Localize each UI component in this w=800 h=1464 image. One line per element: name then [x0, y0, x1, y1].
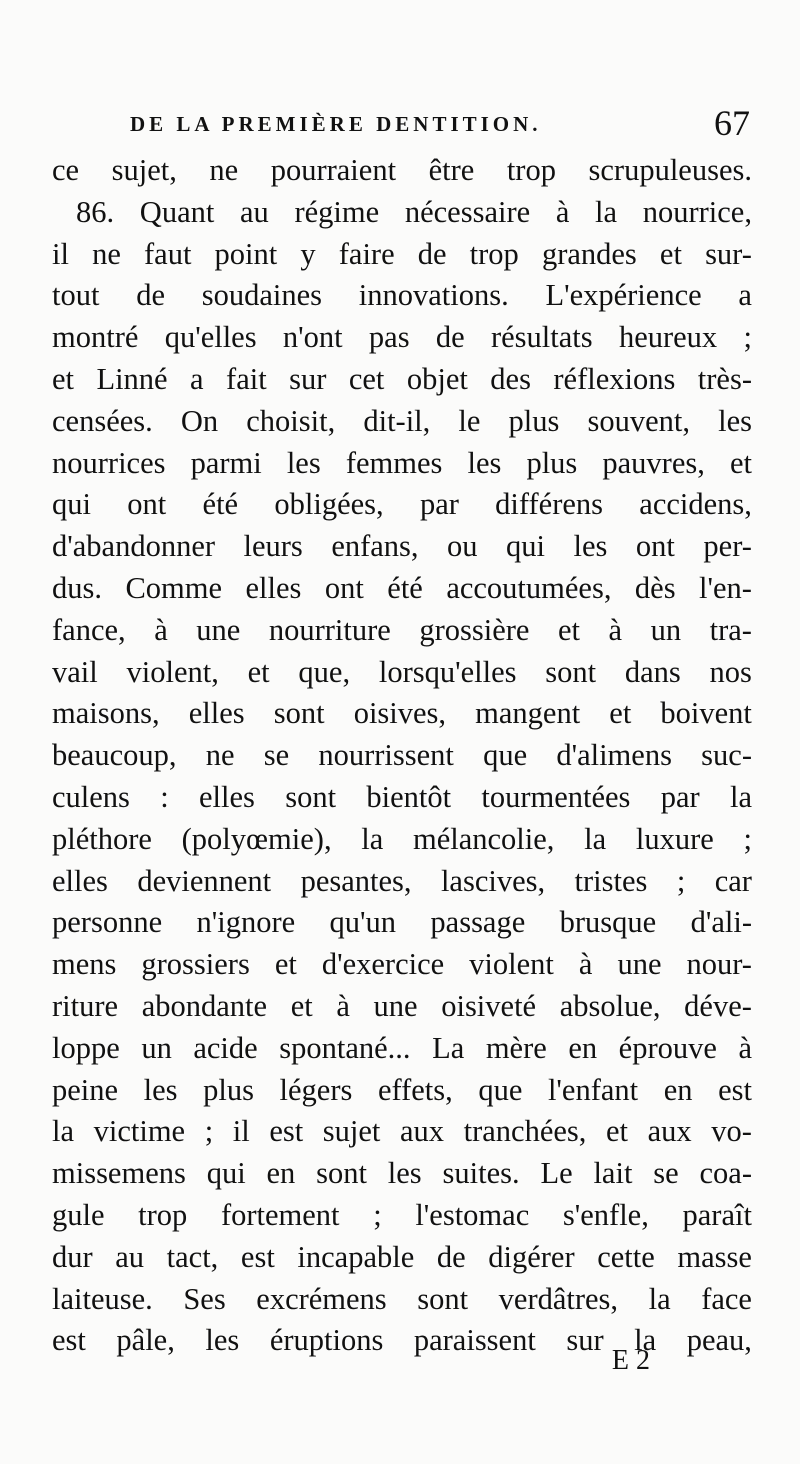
text-line: est pâle, les éruptions paraissent sur la peau,: [52, 1323, 752, 1358]
text-line: culens : elles sont bientôt tourmentées par la: [52, 779, 752, 814]
text-line: loppe un acide spontané... La mère en éprouve à: [52, 1030, 752, 1065]
text-line: mens grossiers et d'exercice violent à une nour-: [52, 947, 752, 982]
text-line: elles deviennent pesantes, lascives, tristes ; car: [52, 863, 752, 898]
text-line: fance, à une nourriture grossière et à un tra-: [52, 612, 752, 647]
text-line: pléthore (polyœmie), la mélancolie, la luxure ;: [52, 821, 752, 856]
text-line: tout de soudaines innovations. L'expérience a: [52, 278, 752, 313]
text-line: qui ont été obligées, par différens accidens,: [52, 487, 752, 522]
text-line: la victime ; il est sujet aux tranchées, et aux vo-: [52, 1114, 752, 1149]
text-line: gule trop fortement ; l'estomac s'enfle, paraît: [52, 1197, 752, 1232]
text-line: montré qu'elles n'ont pas de résultats heureux ;: [52, 320, 752, 355]
page-number: 67: [714, 103, 750, 143]
page-header: [130, 103, 750, 148]
catchword: E 2: [611, 1345, 650, 1376]
text-line: ce sujet, ne pourraient être trop scrupuleuses.: [52, 153, 752, 187]
text-line: riture abondante et à une oisiveté absolue, déve-: [52, 988, 752, 1023]
text-line: censées. On choisit, dit-il, le plus souvent, les: [52, 403, 752, 438]
text-line: dur au tact, est incapable de digérer cette masse: [52, 1239, 752, 1274]
text-line: peine les plus légers effets, que l'enfant en est: [52, 1072, 752, 1107]
text-line: il ne faut point y faire de trop grandes et sur-: [52, 236, 752, 271]
body-text: [52, 150, 752, 1362]
text-line: 86. Quant au régime nécessaire à la nourrice,: [76, 194, 752, 229]
text-line: personne n'ignore qu'un passage brusque d'ali-: [52, 905, 752, 940]
text-line: dus. Comme elles ont été accoutumées, dès l'en-: [52, 570, 752, 605]
running-title: DE LA PREMIÈRE DENTITION.: [130, 112, 542, 136]
text-line: et Linné a fait sur cet objet des réflexions très-: [52, 361, 752, 396]
text-line: beaucoup, ne se nourrissent que d'alimens suc-: [52, 738, 752, 773]
text-line: vail violent, et que, lorsqu'elles sont dans nos: [52, 654, 752, 689]
text-line: nourrices parmi les femmes les plus pauvres, et: [52, 445, 752, 480]
text-line: maisons, elles sont oisives, mangent et boivent: [52, 696, 752, 731]
text-line: laiteuse. Ses excrémens sont verdâtres, la face: [52, 1281, 752, 1316]
text-line: d'abandonner leurs enfans, ou qui les ont per-: [52, 529, 752, 564]
text-line: missemens qui en sont les suites. Le lait se coa-: [52, 1156, 752, 1191]
